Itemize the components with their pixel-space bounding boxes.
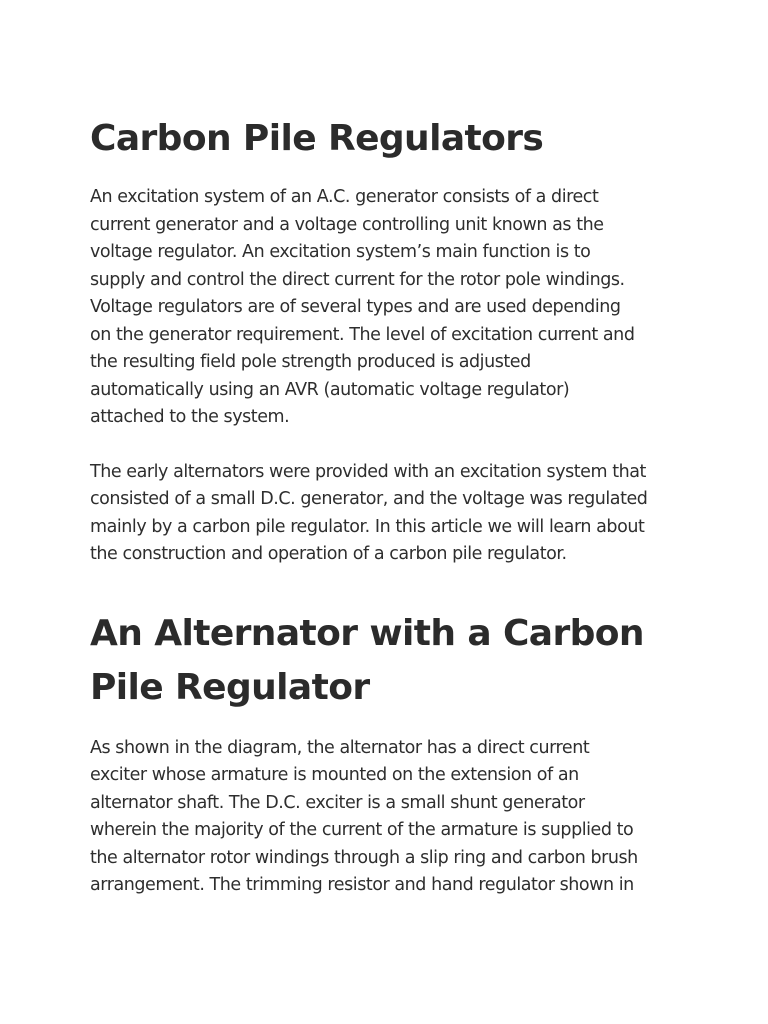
text-line: automatically using an AVR (automatic voltage regulator) [90, 379, 570, 400]
text-line: the resulting field pole strength produced is adjusted [90, 352, 531, 372]
text-line: the alternator rotor windings through a slip ring and carbon brush [90, 847, 638, 868]
text-line: supply and control the direct current for the rotor pole windings. [90, 269, 625, 290]
text-line: exciter whose armature is mounted on the extension of an [90, 765, 579, 785]
article-title: Carbon Pile Regulators [90, 118, 544, 159]
text-line: mainly by a carbon pile regulator. In this article we will learn about [90, 516, 645, 537]
text-line: As shown in the diagram, the alternator has a direct current [90, 737, 590, 758]
text-line: attached to the system. [90, 407, 290, 427]
section-paragraph [90, 735, 690, 900]
text-line: wherein the majority of the current of the armature is supplied to [90, 820, 634, 840]
heading-line: Pile Regulator [90, 666, 370, 708]
text-line: on the generator requirement. The level of excitation current and [90, 324, 635, 345]
text-line: current generator and a voltage controlling unit known as the [90, 214, 604, 235]
text-line: consisted of a small D.C. generator, and the voltage was regulated [90, 489, 648, 509]
text-line: the construction and operation of a carbon pile regulator. [90, 544, 567, 564]
section-heading [90, 607, 690, 715]
text-line: arrangement. The trimming resistor and hand regulator shown in [90, 875, 634, 895]
text-line: voltage regulator. An excitation system’s main function is to [90, 242, 591, 262]
intro-paragraph [90, 184, 690, 432]
history-paragraph [90, 459, 690, 569]
text-line: An excitation system of an A.C. generator consists of a direct [90, 187, 599, 207]
article [90, 112, 690, 900]
text-line: The early alternators were provided with an excitation system that [90, 461, 646, 482]
heading-line: An Alternator with a Carbon [90, 612, 644, 654]
text-line: Voltage regulators are of several types and are used depending [90, 297, 621, 317]
text-line: alternator shaft. The D.C. exciter is a small shunt generator [90, 792, 585, 813]
